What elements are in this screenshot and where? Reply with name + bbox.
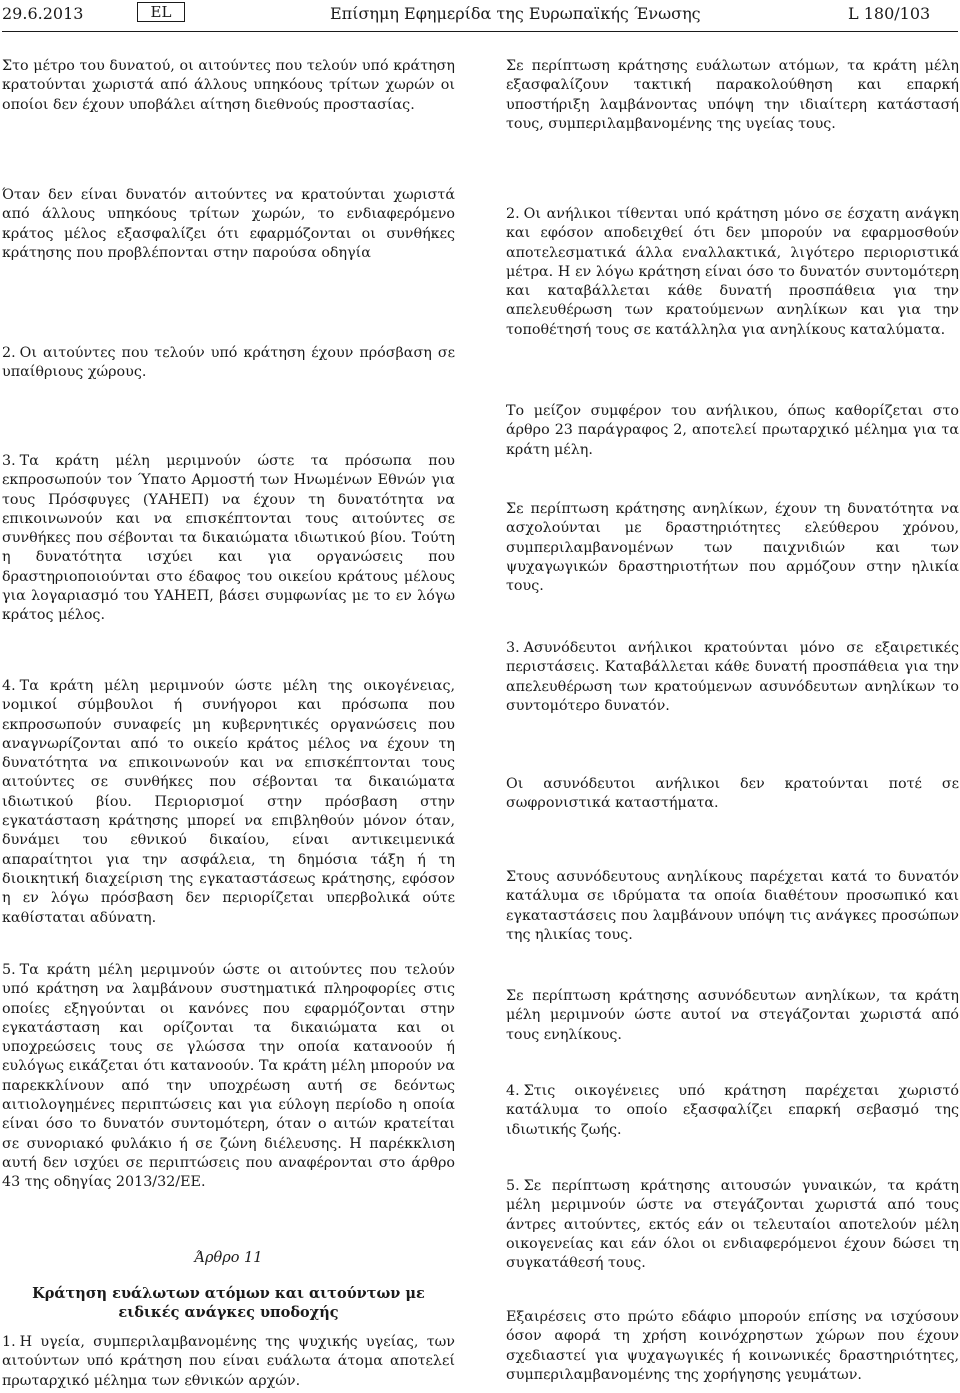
paragraph-number: 3. [2, 453, 16, 469]
paragraph-number: 5. [506, 1178, 520, 1194]
paragraph: 5. Τα κράτη μέλη μεριμνούν ώστε οι αιτούντες που τελούν υπό κράτηση να λαμβάνουν συστηματικά πληροφορίες στις οποίες εξηγούνται οι κανόνες που εφαρμόζονται στην εγκατάσταση και ορίζονται τα δικαιώματα και οι υποχρεώσεις τους σε γλώσσα την οποία κατανοούν ή ευλόγως εικάζεται ότι κατανοούν. Τα κράτη μέλη μπορούν να παρεκκλίνουν από την υποχρέωση αυτή σε δεόντως αιτιολογημένες περιπτώσεις και για εύλογη περίοδο η οποία είναι όσο το δυνατόν συντομότερη, όταν ο αιτών κρατείται σε συνοριακό φυλάκιο ή σε ζώνη διέλευσης. Η παρέκκλιση αυτή δεν ισχύει σε περιπτώσεις που αναφέρονται στο άρθρο 43 της οδηγίας 2013/32/ΕΕ. [2, 962, 455, 1191]
paragraph: Σε περίπτωση κράτησης ευάλωτων ατόμων, τα κράτη μέλη εξασφαλίζουν τακτική παρακολούθηση και επαρκή υποστήριξη λαμβάνοντας υπόψη την ιδιαίτερη κατάστασή τους, συμπεριλαμβανομένης της υγείας τους. [506, 58, 959, 132]
paragraph: 2. Οι ανήλικοι τίθενται υπό κράτηση μόνο σε έσχατη ανάγκη και εφόσον αποδειχθεί ότι δεν μπορούν να εφαρμοσθούν αποτελεσματικά άλλα εναλλακτικά, λιγότερο περιοριστικά μέτρα. Η εν λόγω κράτηση είναι όσο το δυνατόν συντομότερη και καταβάλλεται κάθε δυνατή προσπάθεια για την απελευθέρωση των κρατούμενων ανηλίκων και για την τοποθέτησή τους σε κατάλληλα για ανηλίκους καταλύματα. [506, 206, 959, 338]
paragraph: 4. Τα κράτη μέλη μεριμνούν ώστε μέλη της οικογένειας, νομικοί σύμβουλοι ή συνήγοροι και πρόσωπα που εκπροσωπούν συναφείς μη κυβερνητικές οργανώσεις που αναγνωρίζονται από το οικείο κράτος μέλος να έχουν τη δυνατότητα να επικοινωνούν και να επισκέπτονται τους αιτούντες σε συνθήκες που σέβονται τα δικαιώματα ιδιωτικού βίου. Περιορισμοί στην πρόσβαση στην εγκατάσταση κράτησης μπορεί να επιβληθούν μόνον όταν, δυνάμει του εθνικού δικαίου, είναι αντικειμενικά απαραίτητοι για την ασφάλεια, τη δημόσια τάξη ή τη διοικητική διαχείριση της εγκαταστάσεως κράτησης, εφόσον η εν λόγω πρόσβαση δεν περιορίζεται υπερβολικά ούτε καθίσταται αδύνατη. [2, 678, 455, 926]
paragraph: Στο μέτρο του δυνατού, οι αιτούντες που τελούν υπό κράτηση κρατούνται χωριστά από άλλους υπηκόους τρίτων χωρών οι οποίοι δεν έχουν υποβάλει αίτηση διεθνούς προστασίας. [2, 58, 455, 113]
paragraph: Στους ασυνόδευτους ανηλίκους παρέχεται κατά το δυνατόν κατάλυμα σε ιδρύματα τα οποία διαθέτουν προσωπικό και εγκαταστάσεις που λαμβάνουν υπόψη τις ανάγκες προσώπων της ηλικίας τους. [506, 869, 959, 943]
paragraph: 4. Στις οικογένειες υπό κράτηση παρέχεται χωριστό κατάλυμα το οποίο εξασφαλίζει επαρκή σεβασμό της ιδιωτικής ζωής. [506, 1083, 959, 1138]
paragraph: 3. Ασυνόδευτοι ανήλικοι κρατούνται μόνο σε εξαιρετικές περιστάσεις. Καταβάλλεται κάθε δυνατή προσπάθεια για την απελευθέρωση των κρατούμενων ασυνόδευτων ανηλίκων το συντομότερο δυνατόν. [506, 640, 959, 714]
paragraph: Εξαιρέσεις στο πρώτο εδάφιο μπορούν επίσης να ισχύσουν όσον αφορά τη χρήση κοινόχρηστων χώρων που έχουν σχεδιαστεί για ψυχαγωγικές ή κοινωνικές δραστηριότητες, συμπεριλαμβανομένης της χορήγησης γευμάτων. [506, 1309, 959, 1383]
article-heading: Κράτηση ευάλωτων ατόμων και αιτούντων με ειδικές ανάγκες υποδοχής [32, 1285, 425, 1321]
paragraph-number: 4. [506, 1083, 520, 1099]
page-number: L 180/103 [848, 4, 931, 23]
paragraph-number: 5. [2, 962, 16, 978]
paragraph-number: 1. [2, 1334, 16, 1350]
paragraph: 1. Η υγεία, συμπεριλαμβανομένης της ψυχικής υγείας, των αιτούντων υπό κράτηση που είναι ευάλωτα άτομα αποτελεί πρωταρχικό μέλημα των εθνικών αρχών. [2, 1334, 455, 1389]
paragraph: Οι ασυνόδευτοι ανήλικοι δεν κρατούνται ποτέ σε σωφρονιστικά καταστήματα. [506, 776, 959, 812]
paragraph: Όταν δεν είναι δυνατόν αιτούντες να κρατούνται χωριστά από άλλους υπηκόους τρίτων χωρών, το ενδιαφερόμενο κράτος μέλος εξασφαλίζει ότι εφαρμόζονται οι συνθήκες κράτησης που προβλέπονται στην παρούσα οδηγία [2, 187, 455, 261]
publication-date: 29.6.2013 [2, 4, 84, 23]
header-divider [2, 31, 958, 32]
language-badge: EL [137, 2, 185, 22]
paragraph: Το μείζον συμφέρον του ανήλικου, όπως καθορίζεται στο άρθρο 23 παράγραφος 2, αποτελεί πρωταρχικό μέλημα για τα κράτη μέλη. [506, 403, 959, 458]
paragraph: Σε περίπτωση κράτησης ασυνόδευτων ανηλίκων, τα κράτη μέλη μεριμνούν ώστε αυτοί να στεγάζονται χωριστά από τους ενηλίκους. [506, 988, 959, 1043]
paragraph-number: 2. [2, 345, 16, 361]
paragraph-number: 4. [2, 678, 16, 694]
paragraph-number: 3. [506, 640, 520, 656]
paragraph: 3. Τα κράτη μέλη μεριμνούν ώστε τα πρόσωπα που εκπροσωπούν τον Ύπατο Αρμοστή των Ηνωμένων Εθνών για τους Πρόσφυγες (ΥΑΗΕΠ) να έχουν τη δυνατότητα να επικοινωνούν και να επισκέπτονται τους αιτούντες σε συνθήκες που σέβονται τα δικαιώματα ιδιωτικού βίου. Τούτη η δυνατότητα ισχύει και για οργανώσεις που δραστηριοποιούνται στο έδαφος του οικείου κράτους μέλους για λογαριασμό του ΥΑΗΕΠ, βάσει συμφωνίας με το εν λόγω κράτος μέλος. [2, 453, 455, 624]
paragraph: Σε περίπτωση κράτησης ανηλίκων, έχουν τη δυνατότητα να ασχολούνται με δραστηριότητες ελεύθερου χρόνου, συμπεριλαμβανομένων των παιχνιδιών και των ψυχαγωγικών δραστηριοτήτων που αρμόζουν στην ηλικία τους. [506, 501, 959, 595]
paragraph: 2. Οι αιτούντες που τελούν υπό κράτηση έχουν πρόσβαση σε υπαίθριους χώρους. [2, 345, 455, 381]
page-header [0, 0, 960, 32]
article-title: Άρθρο 11 [194, 1250, 263, 1266]
journal-title: Επίσημη Εφημερίδα της Ευρωπαϊκής Ένωσης [330, 4, 701, 23]
paragraph: 5. Σε περίπτωση κράτησης αιτουσών γυναικών, τα κράτη μέλη μεριμνούν ώστε να στεγάζονται χωριστά από τους άντρες αιτούντες, εκτός εάν οι τελευταίοι αποτελούν μέλη οικογενείας και εάν όλοι οι ενδιαφερόμενοι έχουν δώσει τη συγκατάθεσή τους. [506, 1178, 959, 1272]
paragraph-number: 2. [506, 206, 520, 222]
